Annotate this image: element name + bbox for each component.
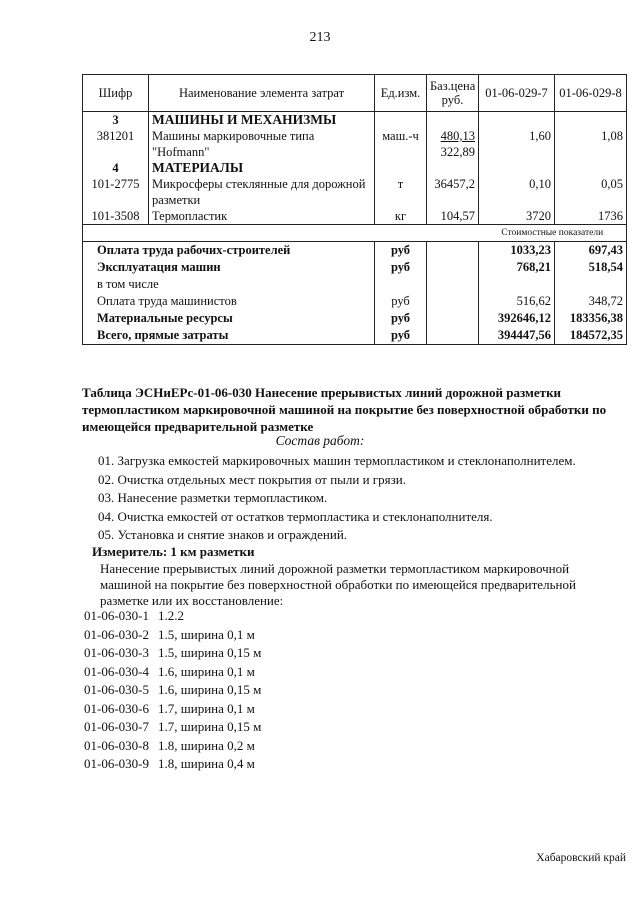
- row-code: 4: [83, 160, 149, 176]
- row-value-8: 0,05: [555, 176, 627, 208]
- row-unit: кг: [375, 208, 427, 225]
- summary-row: [83, 327, 627, 345]
- summary-row: [83, 293, 627, 310]
- item-code: 01-06-030-8: [84, 737, 149, 753]
- table-row: [83, 160, 627, 176]
- row-name: МАТЕРИАЛЫ: [149, 160, 375, 176]
- cost-label-row: [83, 225, 627, 242]
- table-row: [83, 112, 627, 129]
- table-header-row: [83, 75, 627, 112]
- item-text: 1.5, ширина 0,1 м: [158, 626, 255, 642]
- summary-value-8: 183356,38: [555, 310, 627, 327]
- table-caption: Таблица ЭСНиЕРс-01-06-030 Нанесение прерывистых линий дорожной разметки термопластиком маркировочной машиной на покрытие без поверхностной обработки по имеющейся предварительной разметке: [82, 385, 607, 434]
- description: Нанесение прерывистых линий дорожной разметки термопластиком маркировочной машиной на покрытие без поверхностной обработки по имеющейся предварительной разметке или их восстановление:: [100, 561, 576, 608]
- row-price: [427, 128, 479, 160]
- summary-name: Всего, прямые затраты: [83, 327, 375, 345]
- summary-row: [83, 242, 627, 260]
- summary-value-8: 697,43: [555, 242, 627, 260]
- works-list: [98, 452, 576, 545]
- row-price: 36457,2: [427, 176, 479, 208]
- row-price: 104,57: [427, 208, 479, 225]
- item-text: 1.8, ширина 0,2 м: [158, 737, 255, 753]
- cost-indicators-label: Стоимостные показатели: [479, 225, 627, 242]
- list-item: [84, 755, 261, 774]
- item-code: 01-06-030-1: [84, 608, 149, 623]
- summary-row: [83, 259, 627, 276]
- row-name: Термопластик: [149, 208, 375, 225]
- table-row: [83, 176, 627, 208]
- item-code: 01-06-030-6: [84, 700, 149, 716]
- row-value-7: 3720: [479, 208, 555, 225]
- summary-value-7: 768,21: [479, 259, 555, 276]
- summary-value-8: 518,54: [555, 259, 627, 276]
- item-code: 01-06-030-4: [84, 663, 149, 679]
- item-code: 01-06-030-3: [84, 645, 149, 660]
- item-text: 1.6, ширина 0,1 м: [158, 663, 255, 679]
- row-name: Микросферы стеклянные для дорожной разметки: [149, 176, 375, 208]
- work-item: 01. Загрузка емкостей маркировочных машин термопластиком и стеклонаполнителем.: [98, 453, 576, 468]
- summary-name: Оплата труда машинистов: [83, 293, 375, 310]
- summary-unit: руб: [375, 242, 427, 260]
- summary-value-7: 516,62: [479, 293, 555, 310]
- item-code: 01-06-030-5: [84, 682, 149, 697]
- item-code: 01-06-030-2: [84, 626, 149, 642]
- summary-unit: руб: [375, 293, 427, 310]
- row-value-7: 1,60: [479, 128, 555, 160]
- row-value-8: 1736: [555, 208, 627, 225]
- list-item: [84, 737, 261, 756]
- work-item: 02. Очистка отдельных мест покрытия от пыли и грязи.: [98, 471, 406, 487]
- header-unit: Ед.изм.: [375, 75, 427, 112]
- item-code: 01-06-030-7: [84, 719, 149, 734]
- header-name: Наименование элемента затрат: [149, 75, 375, 112]
- summary-name: Оплата труда рабочих-строителей: [83, 242, 375, 260]
- footer-region: Хабаровский край: [536, 852, 626, 864]
- table-row: [83, 128, 627, 160]
- code-list: [84, 607, 261, 774]
- summary-unit: руб: [375, 259, 427, 276]
- row-code: 101-2775: [83, 176, 149, 208]
- summary-row: [83, 310, 627, 327]
- item-text: 1.7, ширина 0,15 м: [158, 719, 262, 734]
- summary-name: Материальные ресурсы: [83, 310, 375, 327]
- header-col-8: 01-06-029-8: [555, 75, 627, 112]
- summary-value-7: 1033,23: [479, 242, 555, 260]
- header-price: Баз.цена руб.: [427, 75, 479, 112]
- work-item: 03. Нанесение разметки термопластиком.: [98, 490, 328, 505]
- page-number: 213: [309, 30, 331, 45]
- list-item: [84, 626, 261, 645]
- summary-unit: руб: [375, 310, 427, 327]
- row-code: 381201: [83, 128, 149, 160]
- composition-title: Состав работ:: [275, 433, 365, 448]
- summary-name: Эксплуатация машин: [83, 259, 375, 276]
- row-name: Машины маркировочные типа "Hofmann": [149, 128, 375, 160]
- work-item: 05. Установка и снятие знаков и ограждений.: [98, 527, 348, 542]
- list-item: [84, 700, 261, 719]
- row-price-secondary: 322,89: [440, 145, 475, 159]
- summary-value-8: 184572,35: [555, 327, 627, 345]
- work-item: 04. Очистка емкостей от остатков термопластика и стеклонаполнителя.: [98, 508, 493, 524]
- measure-unit: Измеритель: 1 км разметки: [92, 544, 255, 559]
- row-code: 3: [83, 112, 149, 129]
- item-text: 1.6, ширина 0,15 м: [158, 682, 262, 697]
- header-col-7: 01-06-029-7: [479, 75, 555, 112]
- row-name: МАШИНЫ И МЕХАНИЗМЫ: [149, 112, 375, 129]
- cost-table: [82, 74, 627, 345]
- item-text: 1.8, ширина 0,4 м: [158, 756, 255, 771]
- summary-row: [83, 276, 627, 293]
- list-item: [84, 663, 261, 682]
- list-item: [84, 644, 261, 663]
- list-item: [84, 607, 261, 626]
- item-text: 1.7, ширина 0,1 м: [158, 700, 255, 716]
- row-value-7: 0,10: [479, 176, 555, 208]
- item-text: 1.2.2: [158, 608, 184, 623]
- list-item: [84, 681, 261, 700]
- row-code: 101-3508: [83, 208, 149, 225]
- table-row: [83, 208, 627, 225]
- row-value-8: 1,08: [555, 128, 627, 160]
- item-code: 01-06-030-9: [84, 756, 149, 771]
- summary-value-7: 394447,56: [479, 327, 555, 345]
- summary-value-8: 348,72: [555, 293, 627, 310]
- summary-value-7: 392646,12: [479, 310, 555, 327]
- list-item: [84, 718, 261, 737]
- summary-name: в том числе: [83, 276, 375, 293]
- row-price-main: 480,13: [440, 129, 475, 143]
- item-text: 1.5, ширина 0,15 м: [158, 645, 262, 660]
- header-code: Шифр: [83, 75, 149, 112]
- row-unit: маш.-ч: [375, 128, 427, 160]
- summary-unit: руб: [375, 327, 427, 345]
- row-unit: т: [375, 176, 427, 208]
